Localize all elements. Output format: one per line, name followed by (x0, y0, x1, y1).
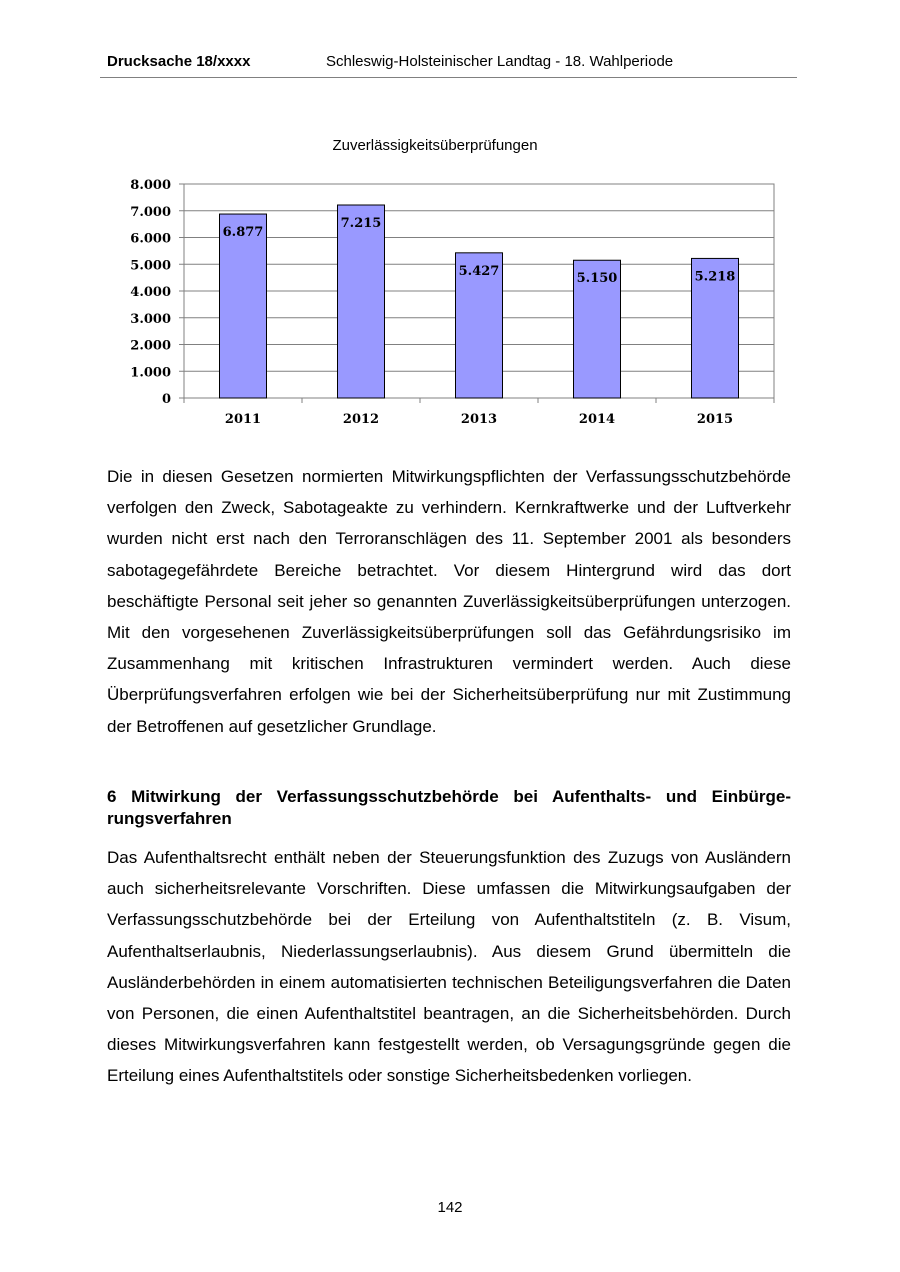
section-heading: 6 Mitwirkung der Verfassungsschutzbehörde bei Aufenthalts- und Einbürgerungsverfahren (107, 787, 791, 828)
parliament-title: Schleswig-Holsteinischer Landtag - 18. Wahlperiode (326, 53, 674, 70)
y-tick-label: 7.000 (130, 204, 171, 220)
data-labels (223, 216, 736, 286)
x-category-label: 2013 (460, 412, 498, 427)
bar-2012 (338, 205, 385, 398)
x-axis-ticks (225, 412, 733, 427)
document-number: Drucksache 18/xxxx (107, 53, 251, 70)
bar-2011 (220, 214, 267, 398)
x-category-label: 2011 (224, 412, 262, 427)
chart-title: Zuverlässigkeitsüberprüfungen (332, 137, 538, 154)
chart-bars (220, 205, 739, 398)
data-label: 6.877 (222, 225, 264, 241)
data-label: 7.215 (340, 215, 382, 231)
y-tick-label: 8.000 (130, 178, 171, 193)
paragraph-sabotage-protection: Die in diesen Gesetzen normierten Mitwirkungspflichten der Verfassungsschutzbehörde verfolgen den Zweck, Sabotageakte zu verhindern. Kernkraftwerke und der Luftverkehr wurden nicht erst nach den Terroranschlägen des 11. September 2001 als besonders sabotagegefährdete Bereiche betrachtet. Vor diesem Hintergrund wird das dort beschäftigte Personal seit jeher so genannten Zuverlässigkeitsüberprüfungen unterzogen. Mit den vorgesehenen Zuverlässigkeitsüberprüfungen soll das Gefährdungsrisiko im Zusammenhang mit kritischen Infrastrukturen vermindert werden. Auch diese Überprüfungsverfahren erfolgen wie bei der Sicherheitsüberprüfung nur mit Zustimmung der Betroffenen auf gesetzlicher Grundlage. (107, 467, 791, 736)
y-axis-ticks (130, 178, 171, 407)
data-label: 5.218 (694, 269, 736, 285)
page-header (100, 53, 797, 78)
y-tick-label: 1.000 (130, 365, 171, 381)
y-tick-label: 2.000 (130, 338, 171, 354)
data-label: 5.427 (458, 263, 500, 279)
y-tick-label: 4.000 (130, 285, 171, 300)
bar-chart (100, 128, 800, 438)
data-label: 5.150 (576, 271, 618, 287)
x-category-label: 2014 (578, 412, 616, 427)
x-category-label: 2015 (696, 412, 734, 427)
paragraph-residence-law: Das Aufenthaltsrecht enthält neben der Steuerungsfunktion des Zuzugs von Ausländern auch sicherheitsrelevante Vorschriften. Diese umfassen die Mitwirkungsaufgaben der Verfassungsschutzbehörde bei der Erteilung von Aufenthaltstiteln (z. B. Visum, Aufenthaltserlaubnis, Niederlassungserlaubnis). Aus diesem Grund übermitteln die Ausländerbehörden in einem automatisierten technischen Beteiligungsverfahren die Daten von Personen, die einen Aufenthaltstitel beantragen, an die Sicherheitsbehörden. Durch dieses Mitwirkungsverfahren kann festgestellt werden, ob Versagungsgründe gegen die Erteilung eines Aufenthaltstitels oder sonstige Sicherheitsbedenken vorliegen. (107, 848, 791, 1086)
y-tick-label: 3.000 (130, 311, 171, 327)
y-tick-label: 0 (161, 392, 171, 407)
y-tick-label: 5.000 (130, 258, 171, 274)
x-category-label: 2012 (342, 412, 380, 427)
y-tick-label: 6.000 (130, 231, 171, 247)
page-number: 142 (437, 1199, 463, 1216)
